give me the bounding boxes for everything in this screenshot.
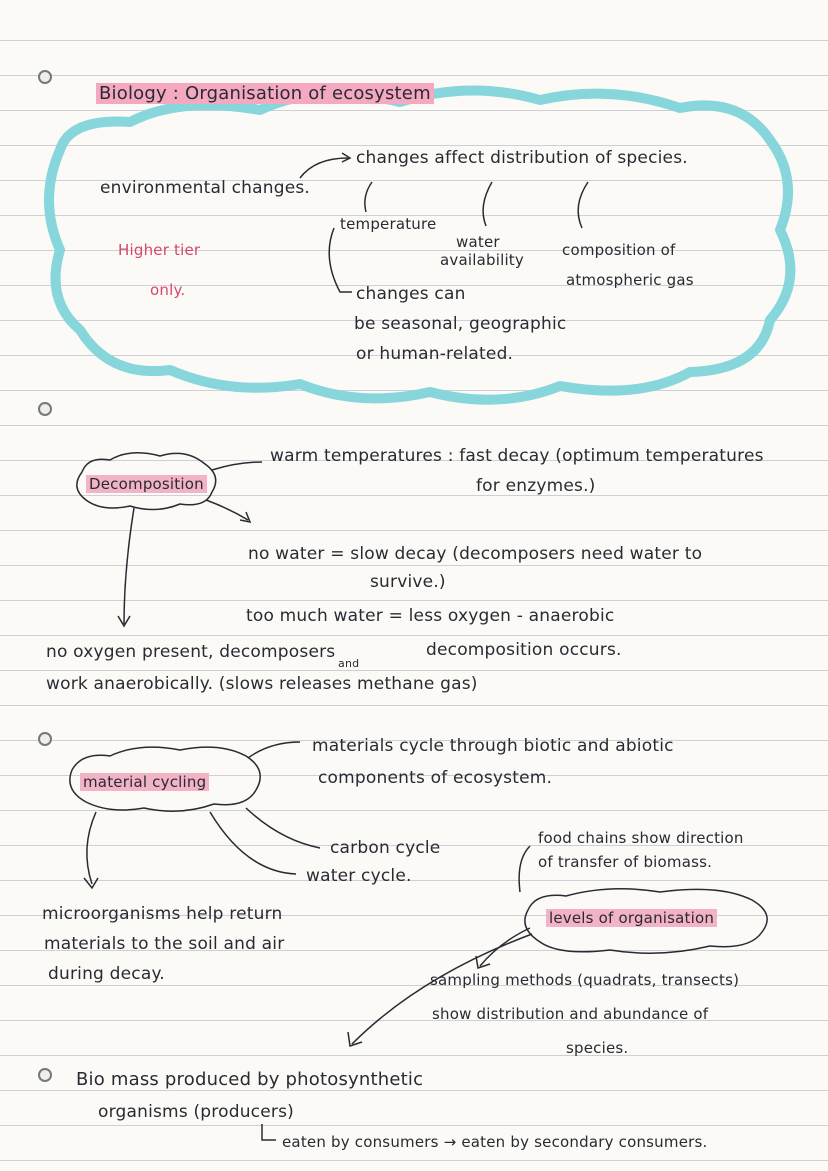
food-chains-1: food chains show direction [538,829,744,847]
tick-composition [578,182,588,228]
decomp-no-oxygen: no oxygen present, decomposers [46,642,336,662]
arrow-decomp-oxygen [124,508,134,624]
tick-water [483,182,492,226]
biomass-1: Bio mass produced by photosynthetic [76,1069,424,1090]
cycling-water: water cycle. [306,866,412,886]
bracket-changes [329,228,352,292]
cycling-micro-2: materials to the soil and air [44,934,285,954]
cycling-micro-1: microorganisms help return [42,904,283,924]
cycling-micro-3: during decay. [48,964,165,984]
levels-label: levels of organisation [546,908,717,928]
tick-temperature [365,182,372,212]
arrow-levels-sampling [480,928,530,966]
env-main: environmental changes. [100,178,311,198]
higher-tier-only: only. [150,281,186,299]
arrow-head-biomass [348,1032,362,1046]
env-water-availability: availability [440,251,524,269]
arrow-env-to-affect [300,158,348,178]
food-chains-2: of transfer of biomass. [538,853,713,871]
sampling-1: sampling methods (quadrats, transects) [430,971,740,989]
sampling-3: species. [566,1039,629,1057]
sampling-2: show distribution and abundance of [432,1005,709,1023]
biomass-3: eaten by consumers → eaten by secondary consumers. [282,1133,708,1151]
arrow-eaten-hook [262,1124,276,1140]
env-water: water [456,233,500,251]
page-title: Biology : Organisation of ecosystem [96,84,434,104]
env-composition: composition of [562,241,676,259]
decomposition-label: Decomposition [86,474,207,494]
arrow-cycling-water [210,812,296,874]
env-atmospheric-gas: atmospheric gas [566,271,694,289]
decomp-anaerobic: decomposition occurs. [426,640,622,660]
cycling-components: components of ecosystem. [318,768,553,788]
decomp-warm: warm temperatures : fast decay (optimum temperatures [270,446,764,466]
higher-tier-note: Higher tier [118,241,201,259]
arrow-cycling-carbon [246,808,320,848]
env-changes-can: changes can [356,284,466,304]
decomp-no-water: no water = slow decay (decomposers need water to [248,544,703,564]
arrow-decomp-warm [212,462,262,470]
arrow-cycling-materials [248,742,300,758]
material-cycling-label: material cycling [80,772,209,792]
env-seasonal: be seasonal, geographic [354,314,567,334]
cycling-carbon: carbon cycle [330,838,441,858]
env-temperature: temperature [340,215,437,233]
decomp-enzymes: for enzymes.) [476,476,596,496]
bracket-food [519,846,530,892]
biomass-2: organisms (producers) [98,1102,294,1122]
env-affect: changes affect distribution of species. [356,148,688,168]
cycling-materials: materials cycle through biotic and abiotic [312,736,674,756]
decomp-and: and [338,657,360,670]
arrow-decomp-water [206,500,248,520]
env-human-related: or human-related. [356,344,514,364]
arrow-cycling-micro [87,812,96,884]
decomp-too-much: too much water = less oxygen - anaerobic [246,606,615,626]
decomp-methane: work anaerobically. (slows releases methane gas) [46,674,478,694]
decomp-survive: survive.) [370,572,446,592]
